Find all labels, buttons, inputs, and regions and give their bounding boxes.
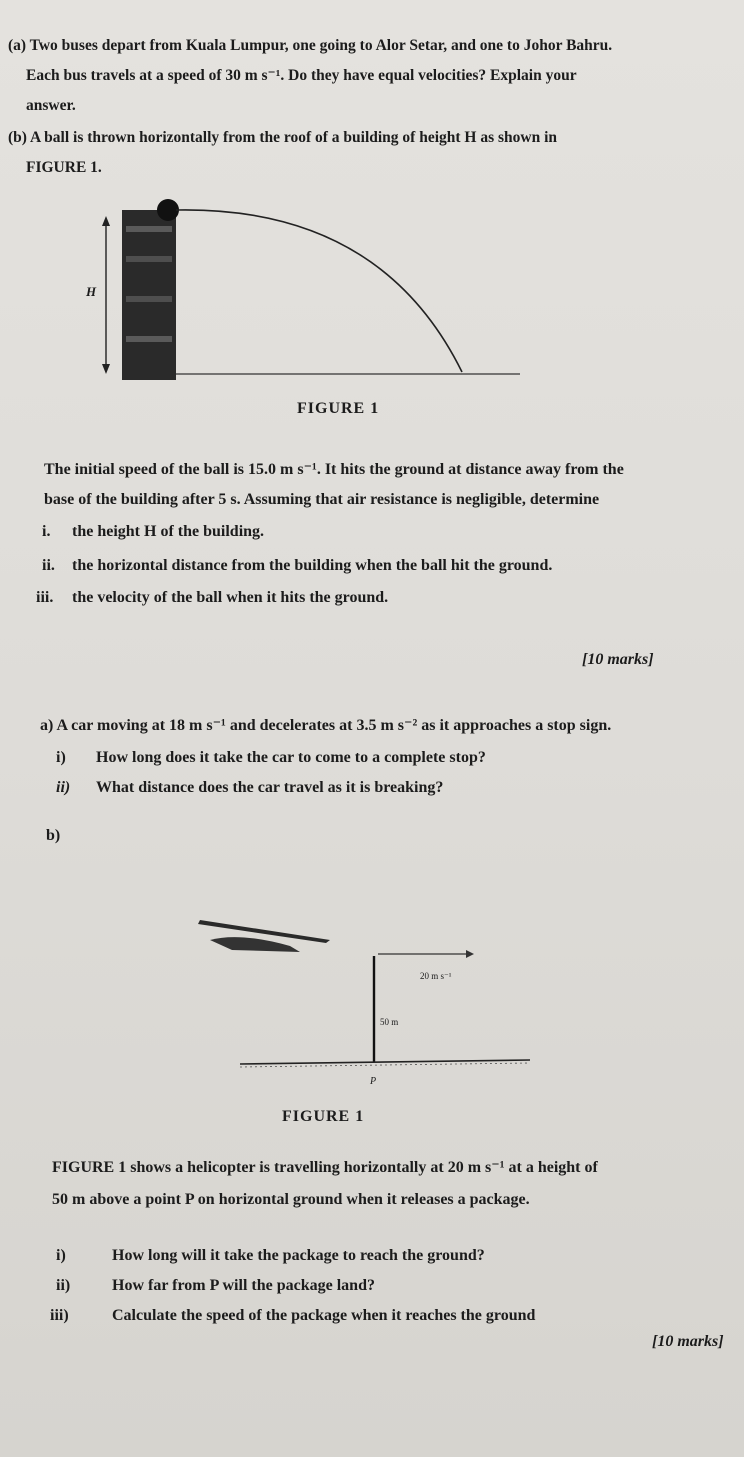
ball-item-3-num: iii. [36,589,54,606]
helicopter-item-2-num: ii) [56,1277,71,1294]
point-p-label: P [370,1076,377,1087]
car-item-2-num: ii) [56,779,71,796]
helicopter-item-1-text: How long will it take the package to reach the ground? [112,1247,485,1264]
speed-label: 20 m s⁻¹ [420,971,452,981]
figure-1-caption: FIGURE 1 [297,400,380,417]
figure-1-caption-helicopter: FIGURE 1 [282,1108,365,1125]
marks-ball: [10 marks] [582,651,654,668]
helicopter-item-3-text: Calculate the speed of the package when it reaches the ground [112,1307,536,1324]
question-a-line-3: answer. [26,97,76,114]
helicopter-item-1-num: i) [56,1247,66,1264]
marks-helicopter: [10 marks] [652,1333,724,1350]
ball-item-1-num: i. [42,523,51,540]
ball [157,199,179,221]
ball-item-2-num: ii. [42,557,55,574]
building-block [122,210,176,380]
helicopter-item-2-text: How far from P will the package land? [112,1277,375,1294]
height-label: H [86,284,97,299]
ball-item-3-text: the velocity of the ball when it hits the ground. [72,589,389,606]
helicopter-item-3-num: iii) [50,1307,69,1324]
car-question-line: a) A car moving at 18 m s⁻¹ and decelerates at 3.5 m s⁻² as it approaches a stop sign. [40,717,612,734]
question-b-line-1: (b) A ball is thrown horizontally from the roof of a building of height H as shown in [8,129,558,146]
question-a-line-2: Each bus travels at a speed of 30 m s⁻¹. Do they have equal velocities? Explain your [26,67,577,84]
question-b-line-2: FIGURE 1. [26,159,102,176]
ball-intro-line-2: base of the building after 5 s. Assuming that air resistance is negligible, determine [44,491,600,508]
question-a-line-1: (a) Two buses depart from Kuala Lumpur, one going to Alor Setar, and one to Johor Bahru. [8,37,613,54]
car-item-1-text: How long does it take the car to come to a complete stop? [96,749,486,766]
trajectory-curve [176,210,462,372]
ball-intro-line-1: The initial speed of the ball is 15.0 m s⁻¹. It hits the ground at distance away from the [44,461,624,478]
height-50m-label: 50 m [380,1017,399,1027]
building-figure [0,196,744,396]
ball-item-1-text: the height H of the building. [72,523,265,540]
helicopter-body [210,937,300,952]
ball-item-2-text: the horizontal distance from the building when the ball hit the ground. [72,557,553,574]
helicopter-intro-line-1: FIGURE 1 shows a helicopter is travelling horizontally at 20 m s⁻¹ at a height of [52,1159,598,1176]
car-item-1-num: i) [56,749,66,766]
helicopter-part-label: b) [46,827,61,844]
helicopter-intro-line-2: 50 m above a point P on horizontal ground when it releases a package. [52,1191,530,1208]
car-item-2-text: What distance does the car travel as it is breaking? [96,779,444,796]
